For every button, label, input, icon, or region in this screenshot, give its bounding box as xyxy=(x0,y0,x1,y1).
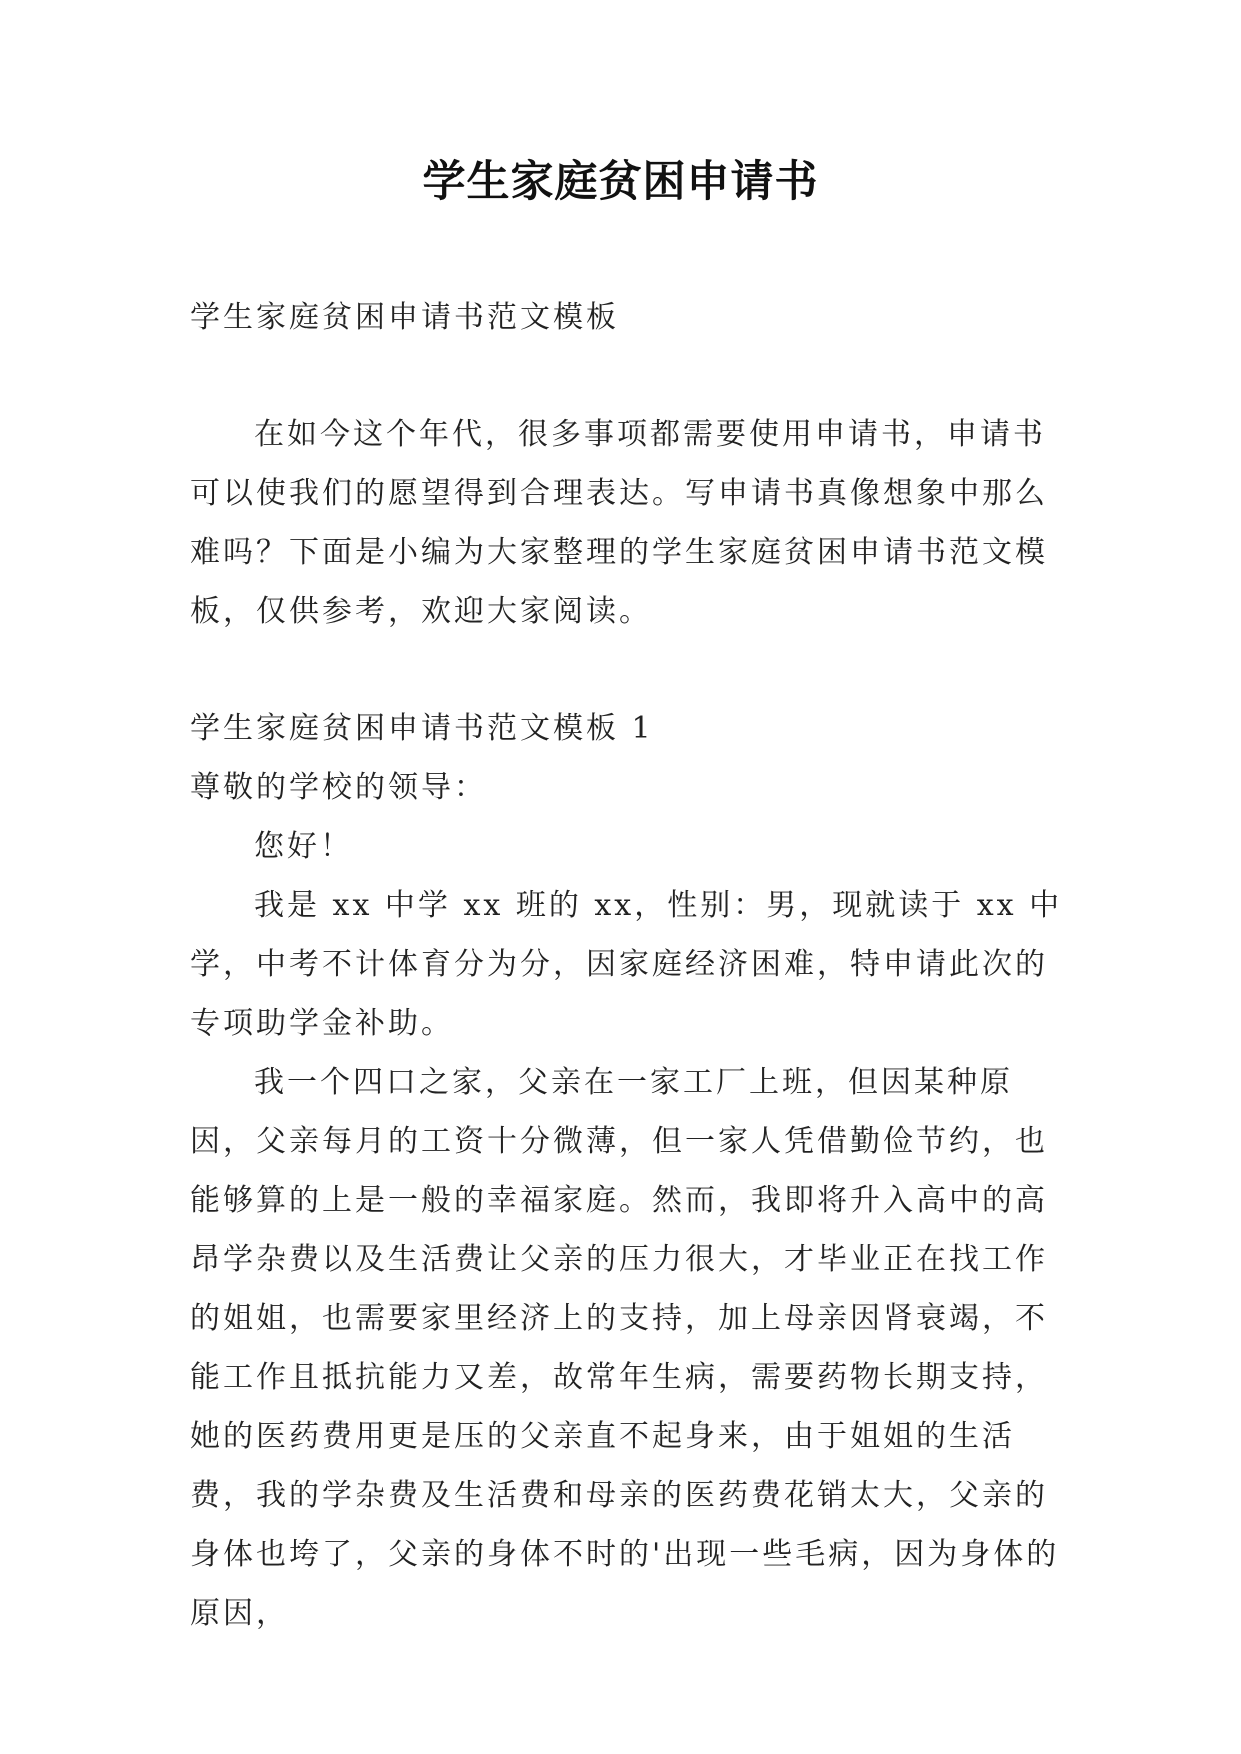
greeting: 您好！ xyxy=(254,829,353,864)
document-body xyxy=(190,288,1070,1643)
body-paragraph: 我一个四口之家，父亲在一家工厂上班，但因某种原因，父亲每月的工资十分微薄，但一家人凭借勤俭节约，也能够算的上是一般的幸福家庭。然而，我即将升入高中的高昂学杂费以及生活费让父亲的压力很大，才毕业正在找工作的姐姐，也需要家里经济上的支持，加上母亲因肾衰竭，不能工作且抵抗能力又差，故常年生病，需要药物长期支持，她的医药费用更是压的父亲直不起身来，由于姐姐的生活费，我的学杂费及生活费和母亲的医药费花销太大，父亲的身体也垮了，父亲的身体不时的'出现一些毛病，因为身体的原因， xyxy=(190,1065,1060,1631)
document-subtitle: 学生家庭贫困申请书范文模板 xyxy=(190,300,619,335)
section-title: 学生家庭贫困申请书范文模板 1 xyxy=(190,711,654,746)
salutation: 尊敬的学校的领导： xyxy=(190,770,487,805)
intro-paragraph: 在如今这个年代，很多事项都需要使用申请书，申请书可以使我们的愿望得到合理表达。写申请书真像想象中那么难吗？下面是小编为大家整理的学生家庭贫困申请书范文模板，仅供参考，欢迎大家阅读。 xyxy=(190,417,1048,629)
document-title: 学生家庭贫困申请书 xyxy=(422,157,819,207)
body-paragraph: 我是 xx 中学 xx 班的 xx，性别：男，现就读于 xx 中学，中考不计体育分为分，因家庭经济困难，特申请此次的专项助学金补助。 xyxy=(190,888,1063,1041)
